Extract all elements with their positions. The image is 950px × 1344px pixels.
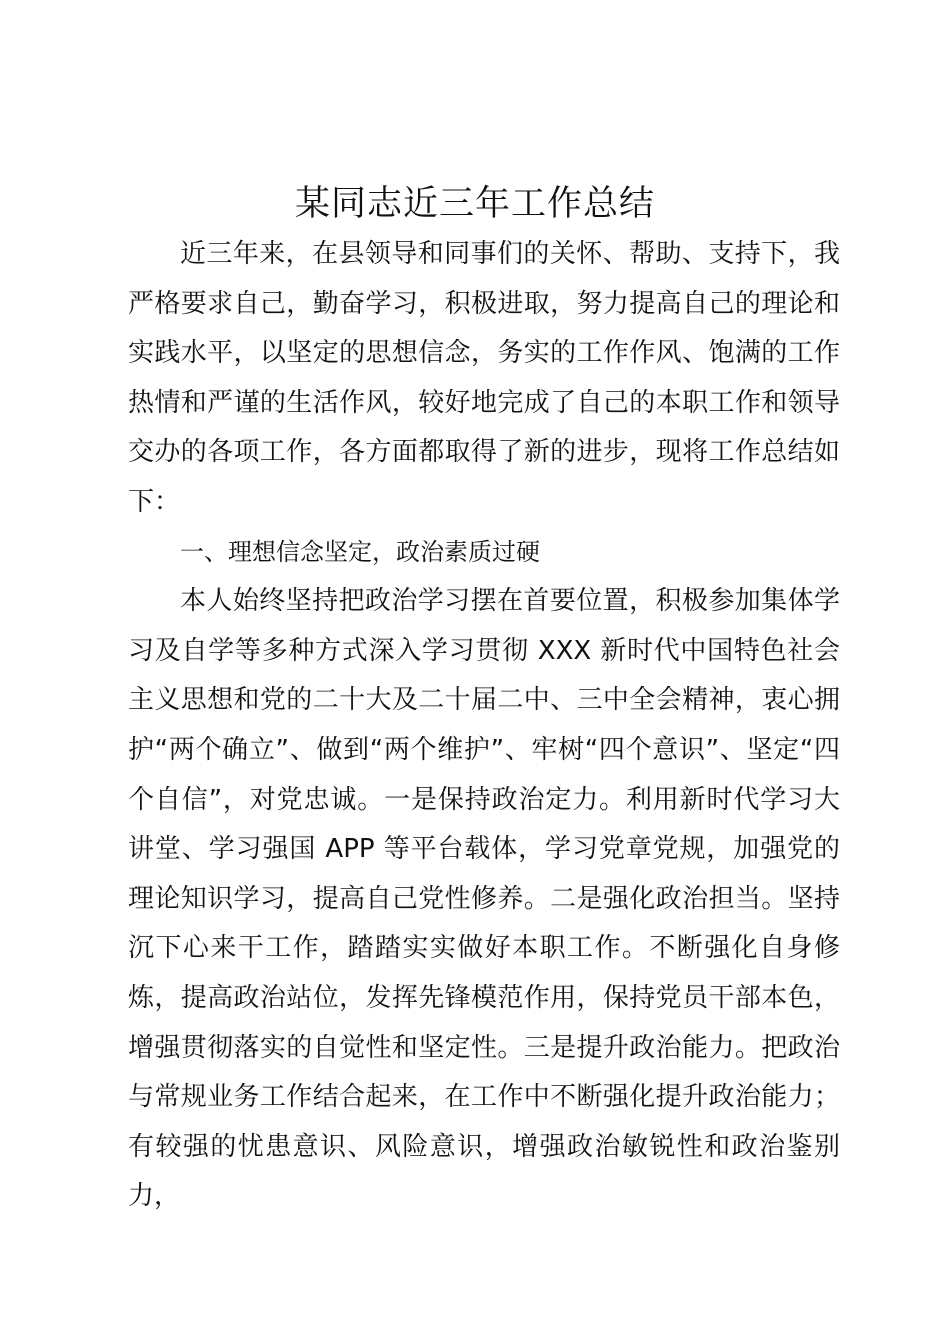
section-1-paragraph: 本人始终坚持把政治学习摆在首要位置，积极参加集体学习及自学等多种方式深入学习贯彻 XXX 新时代中国特色社会主义思想和党的二十大及二十届二中、三中全会精神，衷心拥护“两个确立”、做到“两个维护”、牢树“四个意识”、坚定“四个自信”，对党忠诚。一是保持政治定力。利用新时代学习大讲堂、学习强国 APP 等平台载体，学习党章党规，加强党的理论知识学习，提高自己党性修养。二是强化政治担当。坚持沉下心来干工作，踏踏实实做好本职工作。不断强化自身修炼，提高政治站位，发挥先锋模范作用，保持党员干部本色，增强贯彻落实的自觉性和坚定性。三是提升政治能力。把政治与常规业务工作结合起来，在工作中不断强化提升政治能力；有较强的忧患意识、风险意识，增强政治敏锐性和政治鉴别力，: [128, 586, 840, 1212]
intro-paragraph: 近三年来，在县领导和同事们的关怀、帮助、支持下，我严格要求自己，勤奋学习，积极进取，努力提高自己的理论和实践水平，以坚定的思想信念，务实的工作作风、饱满的工作热情和严谨的生活作风，较好地完成了自己的本职工作和领导交办的各项工作，各方面都取得了新的进步，现将工作总结如下：: [128, 239, 840, 517]
document-body: [128, 230, 840, 1222]
document-title: 某同志近三年工作总结: [294, 184, 655, 224]
section-1-heading: 一、理想信念坚定，政治素质过硬: [180, 537, 540, 566]
